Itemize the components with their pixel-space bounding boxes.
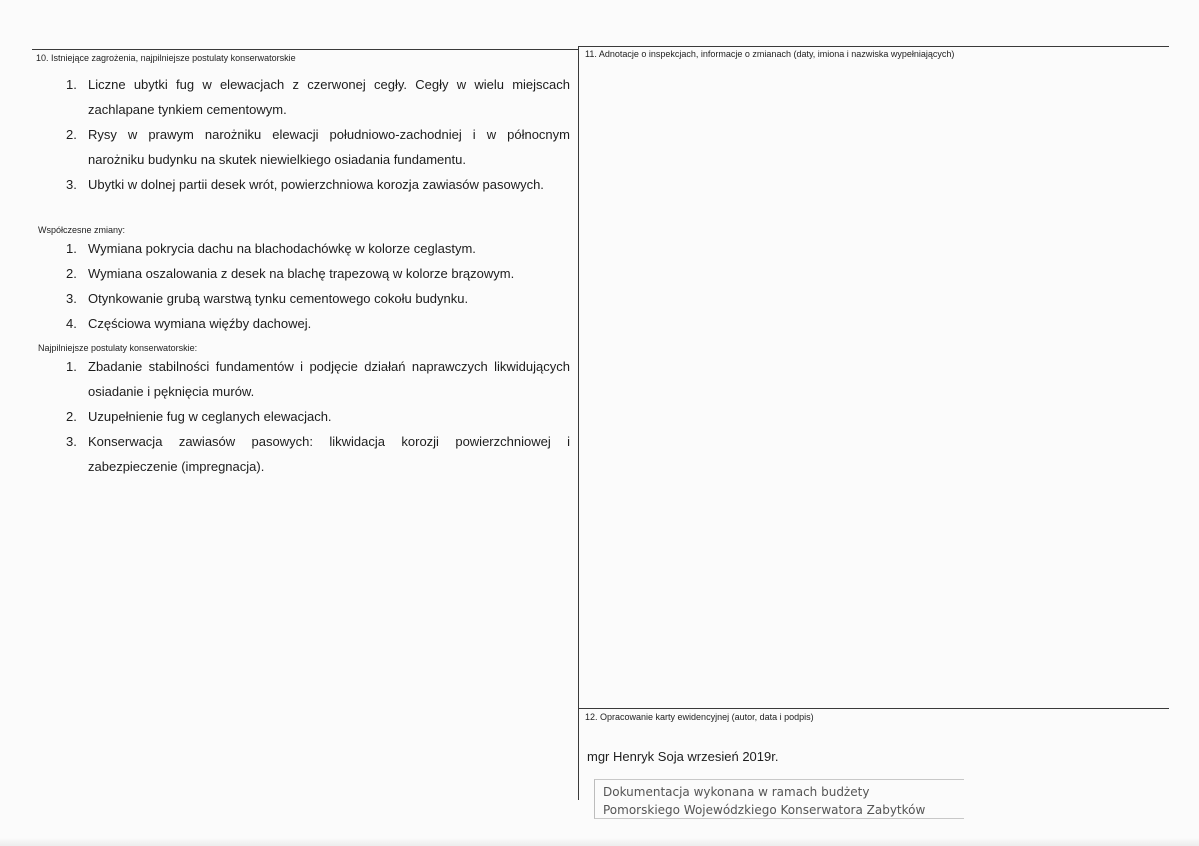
funding-stamp xyxy=(594,779,964,819)
item-number: 2. xyxy=(66,266,77,281)
section-10-top-rule xyxy=(32,49,578,50)
changes-list xyxy=(0,236,570,336)
item-number: 2. xyxy=(66,127,77,142)
item-number: 1. xyxy=(66,359,77,374)
item-text: Liczne ubytki fug w elewacjach z czerwonej cegły. Cegły w wielu miejscach zachlapane tynkiem cementowym. xyxy=(88,77,570,117)
section-11-top-rule xyxy=(579,46,1169,47)
item-number: 1. xyxy=(66,241,77,256)
list-item xyxy=(0,172,570,197)
item-number: 1. xyxy=(66,77,77,92)
item-text: Wymiana pokrycia dachu na blachodachówkę w kolorze ceglastym. xyxy=(88,241,476,256)
item-text: Ubytki w dolnej partii desek wrót, powierzchniowa korozja zawiasów pasowych. xyxy=(88,177,544,192)
section-10-heading: 10. Istniejące zagrożenia, najpilniejsze postulaty konserwatorskie xyxy=(36,53,296,63)
list-item xyxy=(0,311,570,336)
list-item xyxy=(0,236,570,261)
item-number: 3. xyxy=(66,177,77,192)
item-text: Wymiana oszalowania z desek na blachę trapezową w kolorze brązowym. xyxy=(88,266,515,281)
item-text: Uzupełnienie fug w ceglanych elewacjach. xyxy=(88,409,332,424)
section-11-heading: 11. Adnotacje o inspekcjach, informacje o zmianach (daty, imiona i nazwiska wypełniających) xyxy=(585,49,955,59)
list-item xyxy=(0,404,570,429)
list-item xyxy=(0,261,570,286)
list-item xyxy=(0,72,570,122)
section-12-top-rule xyxy=(579,708,1169,709)
list-item xyxy=(0,354,570,404)
item-number: 2. xyxy=(66,409,77,424)
item-number: 3. xyxy=(66,434,77,449)
item-number: 4. xyxy=(66,316,77,331)
changes-heading: Współczesne zmiany: xyxy=(38,225,126,235)
item-text: Zbadanie stabilności fundamentów i podjęcie działań naprawczych likwidujących osiadanie i pęknięcia murów. xyxy=(88,359,570,399)
list-item xyxy=(0,429,570,479)
item-number: 3. xyxy=(66,291,77,306)
postulates-list xyxy=(0,354,570,479)
threats-list xyxy=(0,72,570,197)
list-item xyxy=(0,122,570,172)
item-text: Otynkowanie grubą warstwą tynku cementowego cokołu budynku. xyxy=(88,291,469,306)
stamp-line-2: Pomorskiego Wojewódzkiego Konserwatora Zabytków xyxy=(603,803,926,817)
item-text: Rysy w prawym narożniku elewacji południowo-zachodniej i w północnym narożniku budynku na skutek niewielkiego osiadania fundamentu. xyxy=(88,127,570,167)
postulates-heading: Najpilniejsze postulaty konserwatorskie: xyxy=(38,343,198,353)
scan-edge-shadow xyxy=(0,838,1199,846)
column-divider xyxy=(578,46,579,800)
stamp-line-1: Dokumentacja wykonana w ramach budżety xyxy=(603,785,870,799)
section-12-heading: 12. Opracowanie karty ewidencyjnej (autor, data i podpis) xyxy=(585,712,814,722)
author-signature: mgr Henryk Soja wrzesień 2019r. xyxy=(587,749,779,764)
item-text: Częściowa wymiana więźby dachowej. xyxy=(88,316,312,331)
list-item xyxy=(0,286,570,311)
item-text: Konserwacja zawiasów pasowych: likwidacja korozji powierzchniowej i zabezpieczenie (impregnacja). xyxy=(88,434,570,474)
